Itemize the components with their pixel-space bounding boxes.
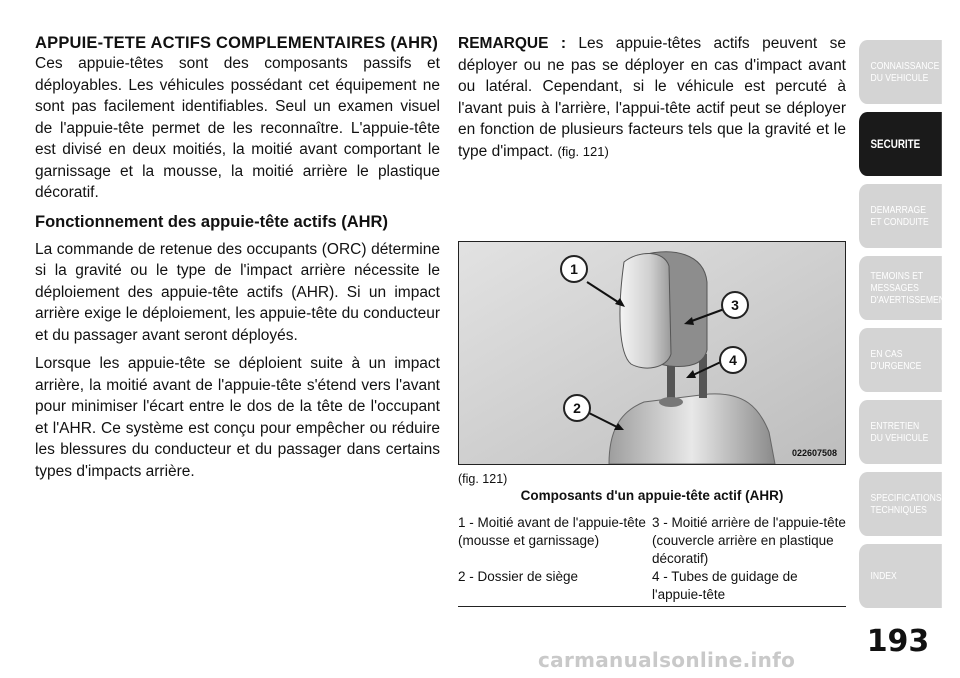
subsection-heading: Fonctionnement des appuie-tête actifs (AHR) xyxy=(35,212,388,231)
tab-securite[interactable] xyxy=(859,112,942,176)
tab-label: TEMOINS ET MESSAGES D'AVERTISSEMENT xyxy=(870,270,951,306)
figure-caption-ref: (fig. 121) xyxy=(458,472,508,486)
headrest-figure xyxy=(458,241,846,465)
tab-index[interactable] xyxy=(859,544,942,608)
tab-label: SPECIFICATIONS TECHNIQUES xyxy=(870,492,942,516)
legend-row xyxy=(458,514,846,568)
tab-en-cas-d-urgence[interactable] xyxy=(859,328,942,392)
intro-paragraph: Ces appuie-têtes sont des composants passifs et déployables. Les véhicules possédant cet équipement ne sont pas facilement identifiables. Seul un examen visuel de l'appuie-tête permet de les reconnaître. L'appuie-tête est divisé en deux moitiés, la moitié avant comportant le garnissage et la mousse, la moitié arrière le plastique décoratif. xyxy=(35,55,440,201)
tab-temoins-et-messages[interactable] xyxy=(859,256,951,320)
legend-item-4: 4 - Tubes de guidage de l'appuie-tête xyxy=(652,569,798,602)
figure-title: Composants d'un appuie-tête actif (AHR) xyxy=(520,488,784,503)
legend-item-1: 1 - Moitié avant de l'appuie-tête (mousse et garnissage) xyxy=(458,515,646,548)
callout-2: 2 xyxy=(573,400,581,416)
watermark: carmanualsonline.info xyxy=(538,648,796,672)
figure-code: 022607508 xyxy=(791,448,837,458)
chapter-tabs xyxy=(855,0,960,678)
legend-item-3: 3 - Moitié arrière de l'appuie-tête (couvercle arrière en plastique décoratif) xyxy=(652,515,846,566)
tab-label: INDEX xyxy=(870,570,897,582)
callout-4: 4 xyxy=(729,352,737,368)
left-column xyxy=(35,33,440,489)
tab-label: DEMARRAGE ET CONDUITE xyxy=(870,204,929,228)
tab-connaissance-du-vehicule[interactable] xyxy=(859,40,942,104)
headrest-illustration xyxy=(459,242,845,464)
legend-item-2: 2 - Dossier de siège xyxy=(458,569,579,584)
section-heading: APPUIE-TETE ACTIFS COMPLEMENTAIRES (AHR) xyxy=(35,34,439,52)
figure-reference: (fig. 121) xyxy=(557,143,609,159)
remarque-label: REMARQUE : xyxy=(458,35,566,52)
tab-label: ENTRETIEN DU VEHICULE xyxy=(870,420,929,444)
paragraph-deployment: Lorsque les appuie-tête se déploient suite à un impact arrière, la moitié avant de l'appuie-tête s'étend vers l'avant pour minimiser l'écart entre le dos de la tête de l'occupant et l'AHR. Ce système est conçu pour empêcher ou réduire les blessures du conducteur et du passager dans certains types d'impacts arrière. xyxy=(35,355,440,480)
callout-3: 3 xyxy=(731,297,739,313)
right-column xyxy=(458,33,846,169)
tab-specifications-techniques[interactable] xyxy=(859,472,942,536)
page-number: 193 xyxy=(866,624,930,659)
tab-label: CONNAISSANCE DU VEHICULE xyxy=(870,60,940,84)
legend-row xyxy=(458,568,846,604)
legend-divider xyxy=(458,606,846,607)
tab-entretien-du-vehicule[interactable] xyxy=(859,400,942,464)
remarque-note xyxy=(458,33,846,162)
paragraph-orc: La commande de retenue des occupants (ORC) détermine si la gravité ou le type de l'impact arrière nécessite le déploiement des appuie-tête actifs (AHR). Si un impact arrière exige le déploiement, les appuie-tête du conducteur et du passager avant seront déployés. xyxy=(35,240,440,344)
figure-legend xyxy=(458,514,846,604)
tab-label: SECURITE xyxy=(870,137,921,151)
tab-demarrage-et-conduite[interactable] xyxy=(859,184,942,248)
callout-1: 1 xyxy=(570,261,578,277)
remarque-text: Les appuie-têtes actifs peuvent se déployer ou ne pas se déployer en cas d'impact avant ou latéral. Cependant, si le véhicule est percuté à l'avant puis à l'arrière, l'appui-tête actif peut se déployer en fonction de plusieurs facteurs tels que la gravité et le type d'impact. xyxy=(458,35,846,160)
tab-label: EN CAS D'URGENCE xyxy=(870,348,922,372)
